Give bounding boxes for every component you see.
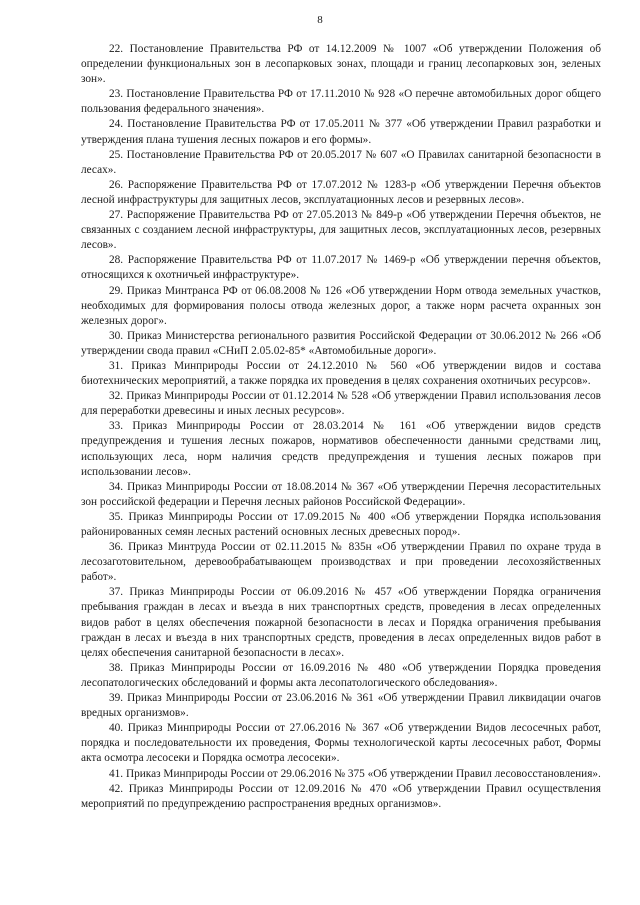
- list-item: [81, 540, 601, 585]
- item-number: 23.: [109, 88, 124, 101]
- item-text: Приказ Минприроды России от 29.06.2016 № 375 «Об утверждении Правил лесовосстановления».: [125, 767, 601, 780]
- item-text: Постановление Правительства РФ от 14.12.2009 № 1007 «Об утверждении Положения об определении функциональных зон в лесопарковых зонах, площади и границ лесопарковых зон, зеленых зон».: [81, 43, 602, 86]
- item-number: 30.: [109, 329, 124, 342]
- item-text: Приказ Минприроды России от 24.12.2010 № 560 «Об утверждении видов и состава биотехнических мероприятий, а также порядка их проведения в целях сохранения охотничьих ресурсов».: [81, 359, 602, 388]
- item-number: 42.: [109, 782, 124, 795]
- item-number: 40.: [109, 722, 124, 735]
- list-item: [81, 359, 601, 389]
- list-item: [81, 389, 601, 419]
- list-item: [81, 691, 601, 721]
- list-item: [81, 284, 601, 329]
- item-number: 24.: [109, 118, 124, 131]
- item-number: 36.: [109, 541, 124, 554]
- item-number: 31.: [109, 359, 124, 372]
- item-number: 25.: [109, 148, 124, 161]
- list-item: [81, 117, 601, 147]
- item-text: Приказ Минприроды России от 23.06.2016 № 361 «Об утверждении Правил ликвидации очагов вредных организмов».: [81, 692, 601, 720]
- item-number: 34.: [109, 480, 124, 493]
- list-item: [81, 253, 601, 283]
- item-text: Приказ Минтруда России от 02.11.2015 № 835н «Об утверждении Правил по охране труда в лесозаготовительном, деревообрабатывающем производствах и при проведении лесохозяйственных работ».: [81, 541, 602, 584]
- list-item: [81, 510, 601, 540]
- item-text: Приказ Минприроды России от 12.09.2016 № 470 «Об утверждении Правил осуществления мероприятий по предупреждению распространения вредных организмов».: [81, 782, 601, 810]
- item-number: 28.: [109, 254, 124, 267]
- item-text: Приказ Минприроды России от 18.08.2014 № 367 «Об утверждении Перечня лесорастительных зон российской федерации и Перечня лесных районов Российской Федерации».: [81, 480, 602, 508]
- item-text: Приказ Минприроды России от 28.03.2014 № 161 «Об утверждении видов средств предупреждения и тушения лесных пожаров, нормативов обеспеченности данными средствами лиц, использующих леса, норм наличия средств предупреждения и тушения лесных пожаров при использовании лесов».: [81, 420, 601, 478]
- item-text: Приказ Минприроды России от 01.12.2014 № 528 «Об утверждении Правил использования лесов для переработки древесины и иных лесных ресурсов».: [81, 390, 601, 418]
- list-item: [81, 661, 601, 691]
- item-text: Постановление Правительства РФ от 17.11.2010 № 928 «О перечне автомобильных дорог общего пользования федерального значения».: [81, 88, 601, 116]
- item-text: Постановление Правительства РФ от 20.05.2017 № 607 «О Правилах санитарной безопасности в лесах».: [81, 148, 602, 176]
- item-text: Постановление Правительства РФ от 17.05.2011 № 377 «Об утверждении Правил разработки и утверждения плана тушения лесных пожаров и его формы».: [81, 118, 601, 146]
- list-item: [81, 782, 601, 812]
- item-text: Приказ Министерства регионального развития Российской Федерации от 30.06.2012 № 266 «Об утверждении свода правил «СНиП 2.05.02-85* «Автомобильные дороги».: [81, 329, 601, 357]
- item-number: 22.: [109, 43, 124, 55]
- item-number: 41.: [109, 767, 124, 780]
- list-item: [81, 178, 601, 208]
- item-number: 32.: [109, 390, 124, 403]
- item-number: 39.: [109, 692, 124, 705]
- item-text: Приказ Минприроды России от 27.06.2016 № 367 «Об утверждении Видов лесосечных работ, порядка и последовательности их проведения, Формы технологической карты лесосечных работ, Формы акта осмотра лесосеки и Порядка осмотра лесосеки».: [81, 722, 602, 765]
- item-text: Приказ Минтранса РФ от 06.08.2008 № 126 «Об утверждении Норм отвода земельных участков, необходимых для формирования полосы отвода железных дорог, а также норм расчета охранных зон железных дорог».: [81, 284, 601, 327]
- item-number: 26.: [109, 178, 124, 191]
- list-item: [81, 42, 601, 87]
- item-number: 37.: [109, 586, 124, 599]
- list-item: [81, 87, 601, 117]
- list-item: [81, 208, 601, 253]
- item-text: Распоряжение Правительства РФ от 17.07.2012 № 1283-р «Об утверждении Перечня объектов лесной инфраструктуры для защитных лесов, эксплуатационных лесов и резервных лесов».: [81, 178, 602, 206]
- item-number: 38.: [109, 661, 124, 674]
- item-number: 35.: [109, 510, 124, 523]
- page-number: 8: [317, 14, 323, 26]
- list-item: [81, 148, 601, 178]
- item-text: Приказ Минприроды России от 17.09.2015 № 400 «Об утверждении Порядка использования районированных семян лесных растений основных лесных древесных пород».: [81, 510, 601, 538]
- item-number: 33.: [109, 420, 124, 433]
- list-item: [81, 767, 601, 782]
- list-item: [81, 585, 601, 660]
- item-text: Приказ Минприроды России от 16.09.2016 № 480 «Об утверждении Порядка проведения лесопатологических обследований и формы акта лесопатологического обследования».: [81, 661, 601, 689]
- list-item: [81, 480, 601, 510]
- list-item: [81, 721, 601, 766]
- item-number: 29.: [109, 284, 124, 297]
- list-item: [81, 419, 601, 479]
- item-text: Распоряжение Правительства РФ от 11.07.2017 № 1469-р «Об утверждении перечня объектов, относящихся к охотничьей инфраструктуре».: [81, 254, 601, 282]
- item-number: 27.: [109, 209, 124, 222]
- list-item: [81, 329, 601, 359]
- item-text: Распоряжение Правительства РФ от 27.05.2013 № 849-р «Об утверждении Перечня объектов, не связанных с созданием лесной инфраструктуры, для защитных лесов, эксплуатационных лесов, резервных лесов».: [81, 209, 602, 252]
- document-body: [81, 42, 601, 812]
- item-text: Приказ Минприроды России от 06.09.2016 № 457 «Об утверждении Порядка ограничения пребывания граждан в лесах и въезда в них транспортных средств, проведения в лесах определенных видов работ в целях обеспечения пожарной безопасности в лесах и Порядка ограничения пребывания граждан в лесах и въезда в них транспортных средств, проведения в лесах определенных видов работ в целях обеспечения санитарной безопасности в лесах».: [81, 586, 601, 659]
